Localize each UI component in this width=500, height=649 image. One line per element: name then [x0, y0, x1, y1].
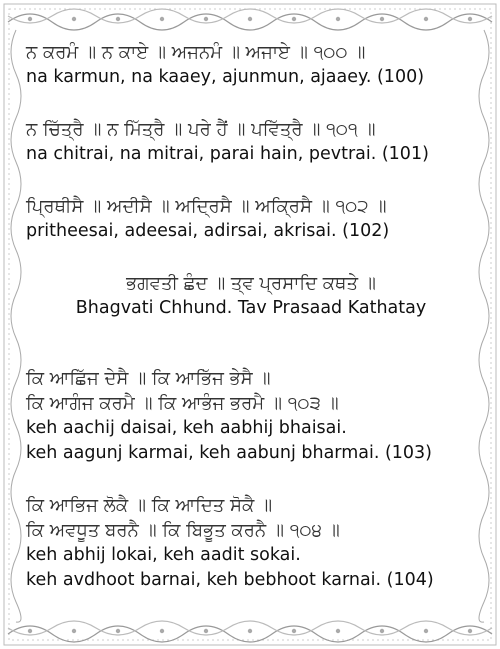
transliteration-line: keh aagunj karmai, keh aabunj bharmai. (103) [26, 443, 433, 463]
gurmukhi-line: ਕਿ ਆਛਿੱਜ ਦੇਸੈ ॥ ਕਿ ਆਭਿੱਜ ਭੇਸੈ ॥ [26, 368, 271, 389]
gurmukhi-line: ਨ ਕਰਮੰ ॥ ਨ ਕਾਏ ॥ ਅਜਨਮੰ ॥ ਅਜਾਏ ॥ ੧੦੦ ॥ [26, 42, 366, 63]
transliteration-line: keh aachij daisai, keh aabhij bhaisai. [26, 418, 347, 438]
gurmukhi-line: ਕਿ ਆਗੰਜ ਕਰਮੈ ॥ ਕਿ ਆਭੰਜ ਭਰਮੈ ॥ ੧੦੩ ॥ [26, 393, 339, 414]
verse-101 [26, 117, 476, 167]
heading-transliteration: Bhagvati Chhund. Tav Prasaad Kathatay [75, 298, 427, 318]
section-heading [26, 271, 476, 321]
gurmukhi-line: ਕਿ ਆਭਿਜ ਲੋਕੈ ॥ ਕਿ ਆਦਿਤ ਸੋਕੈ ॥ [26, 495, 273, 516]
gurmukhi-line: ਪ੍ਰਿਥੀਸੈ ॥ ਅਦੀਸੈ ॥ ਅਦ੍ਰਿਸੈ ॥ ਅਕ੍ਰਿਸੈ ॥ ੧੦੨ ॥ [26, 196, 387, 217]
transliteration-line: keh avdhoot barnai, keh bebhoot karnai. (104) [26, 570, 434, 590]
verse-100 [26, 40, 476, 90]
transliteration-line: na chitrai, na mitrai, parai hain, pevtrai. (101) [26, 144, 429, 164]
verse-content [26, 40, 476, 593]
transliteration-line: keh abhij lokai, keh aadit sokai. [26, 545, 301, 565]
verse-103 [26, 366, 476, 466]
transliteration-line: pritheesai, adeesai, adirsai, akrisai. (102) [26, 221, 390, 241]
heading-gurmukhi: ਭਗਵਤੀ ਛੰਦ ॥ ਤ੍ਵ ਪ੍ਰਸਾਦਿ ਕਥਤੇ ॥ [126, 273, 376, 294]
gurmukhi-line: ਨ ਚਿੱਤ੍ਰੈ ॥ ਨ ਮਿੱਤ੍ਰੈ ॥ ਪਰੇ ਹੈਂ ॥ ਪਵਿੱਤ੍ਰੈ ॥ ੧੦੧ ॥ [26, 119, 376, 140]
transliteration-line: na karmun, na kaaey, ajunmun, ajaaey. (100) [26, 67, 425, 87]
verse-102 [26, 194, 476, 244]
verse-104 [26, 493, 476, 593]
gurmukhi-line: ਕਿ ਅਵਧੂਤ ਬਰਨੈ ॥ ਕਿ ਬਿਭੂਤ ਕਰਨੈ ॥ ੧੦੪ ॥ [26, 520, 340, 541]
